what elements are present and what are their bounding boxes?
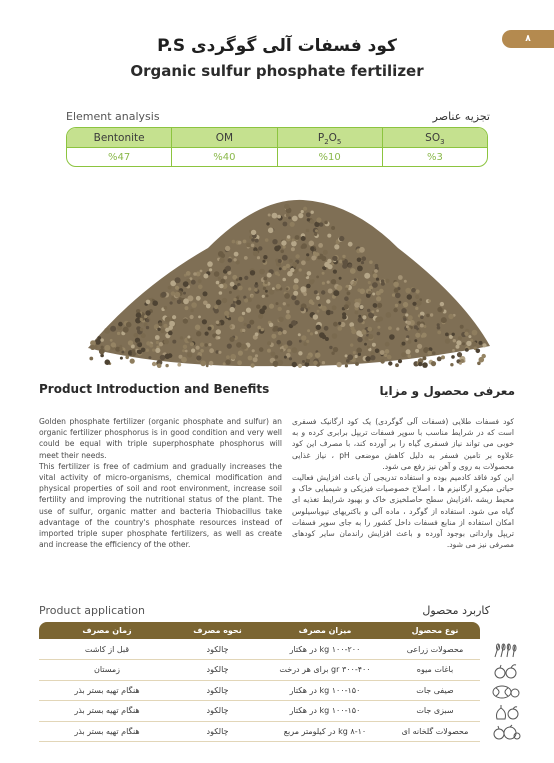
- page-number: ۸: [525, 34, 531, 44]
- ea-column-om: [172, 128, 277, 166]
- application-label-fa: کاربرد محصول: [422, 604, 490, 617]
- intro-heading-en: Product Introduction and Benefits: [39, 382, 270, 396]
- element-analysis-table: [66, 127, 488, 167]
- title-english: Organic sulfur phosphate fertilizer: [130, 62, 424, 80]
- fruit-icon: [486, 661, 526, 682]
- title-persian: کود فسفات آلی گوگردی P.S: [157, 36, 397, 56]
- table-cell: ۱۰۰-۱۵۰ kg در هکتار: [260, 701, 390, 722]
- element-analysis-label-en: Element analysis: [66, 110, 160, 123]
- ea-value: %47: [108, 152, 131, 163]
- fertilizer-granule-pile-image: [78, 178, 498, 368]
- column-header: زمان مصرف: [39, 622, 175, 639]
- table-header-row: [39, 622, 480, 639]
- ea-value: %40: [213, 152, 236, 163]
- intro-paragraph: این کود فاقد کادمیم بوده و استفاده تدریجی آن باعث افزایش فعالیت حیاتی میکرو ارگانیزم ها ، اصلاح خصوصیات فیزیکی و شیمیایی خاک و محیط ریشه ،افزایش سطح حاصلخیزی خاک و بهبود شرایط تغذیه ای گیاه می شود. استفاده از گوگرد ، ماده آلی و باکتریهای تیوباسیلوس امکان استفاده از منابع فسفات داخل کشور را به جای سوپر فسفات تریپل وارداتی بوجود آورده و باعث افزایش راندمان سایر کودهای مصرفی نیز می شود.: [292, 473, 514, 550]
- intro-body-fa: [292, 416, 514, 550]
- table-cell: هنگام تهیه بستر بذر: [39, 701, 175, 722]
- table-row: [39, 701, 480, 722]
- table-cell: چالکود: [175, 660, 260, 681]
- wheat-icon: [486, 640, 526, 661]
- ea-column-p2o5: [278, 128, 383, 166]
- table-cell: چالکود: [175, 639, 260, 660]
- ea-column-so3: [383, 128, 487, 166]
- ea-header: Bentonite: [67, 128, 171, 148]
- ea-value: %3: [426, 152, 443, 163]
- intro-heading-fa: معرفی محصول و مزایا: [379, 384, 515, 398]
- element-analysis-label-fa: تجزیه عناصر: [432, 110, 490, 123]
- ea-header: OM: [172, 128, 276, 148]
- intro-paragraph: This fertilizer is free of cadmium and gradually increases the vital activity of micro-organisms, chemical modification and physical properties of soil and root environment, increase soil fertility and improving the nutritional status of the plant. The use of sulfur, organic matter and bacteria Thiobacillus take advantage of the country's phosphate resources instead of imported triple super phosphate fertilizers, as well as create and increase the efficiency of the other.: [39, 461, 282, 550]
- table-cell: ۸-۱۰ kg در کیلومتر مربع: [260, 721, 390, 742]
- table-row: [39, 639, 480, 660]
- table-cell: سبزی جات: [390, 701, 480, 722]
- table-cell: چالکود: [175, 701, 260, 722]
- table-cell: محصولات گلخانه ای: [390, 721, 480, 742]
- table-row: [39, 721, 480, 742]
- table-row: [39, 660, 480, 681]
- ea-column-bentonite: [67, 128, 172, 166]
- table-cell: چالکود: [175, 721, 260, 742]
- column-header: میزان مصرف: [260, 622, 390, 639]
- ea-header: $P_2O_5$: [278, 128, 382, 148]
- vegetable-icon: [486, 702, 526, 723]
- table-row: [39, 680, 480, 701]
- application-label-en: Product application: [39, 604, 145, 617]
- melon-icon: [486, 681, 526, 702]
- ea-header: $SO_3$: [383, 128, 487, 148]
- table-cell: چالکود: [175, 680, 260, 701]
- table-cell: هنگام تهیه بستر بذر: [39, 680, 175, 701]
- greenhouse-crops-icon: [486, 722, 526, 743]
- intro-body-en: [39, 416, 282, 550]
- column-header: نحوه مصرف: [175, 622, 260, 639]
- table-cell: باغات میوه: [390, 660, 480, 681]
- intro-paragraph: Golden phosphate fertilizer (organic phosphate and sulfur) an organic fertilizer phosphorus is in good condition and very well could be equal with triple superphosphate phosphorus will meet their needs.: [39, 417, 282, 460]
- table-cell: صیفی جات: [390, 680, 480, 701]
- table-cell: هنگام تهیه بستر بذر: [39, 721, 175, 742]
- column-header: نوع محصول: [390, 622, 480, 639]
- table-cell: زمستان: [39, 660, 175, 681]
- table-cell: ۱۰۰-۱۵۰ kg در هکتار: [260, 680, 390, 701]
- table-cell: ۳۰۰-۴۰۰ gr برای هر درخت: [260, 660, 390, 681]
- table-cell: قبل از کاشت: [39, 639, 175, 660]
- crop-icons-column: [486, 640, 526, 743]
- intro-paragraph: کود فسفات طلایی (فسفات آلی گوگردی) یک کود ارگانیک فسفری است که در شرایط مناسب با سوپر فسفات تریپل برابری کرده و به خوبی می تواند نیاز فسفری گیاه را بر آورده کند، با مصرف این کود علاوه بر تامین فسفر به دلیل کاهش موضعی pH ، نیاز غذایی محصولات به روی و آهن نیز رفع می شود.: [292, 417, 514, 471]
- table-cell: محصولات زراعی: [390, 639, 480, 660]
- application-table: [39, 622, 480, 742]
- table-cell: ۱۰۰-۲۰۰ kg در هکتار: [260, 639, 390, 660]
- ea-value: %10: [318, 152, 341, 163]
